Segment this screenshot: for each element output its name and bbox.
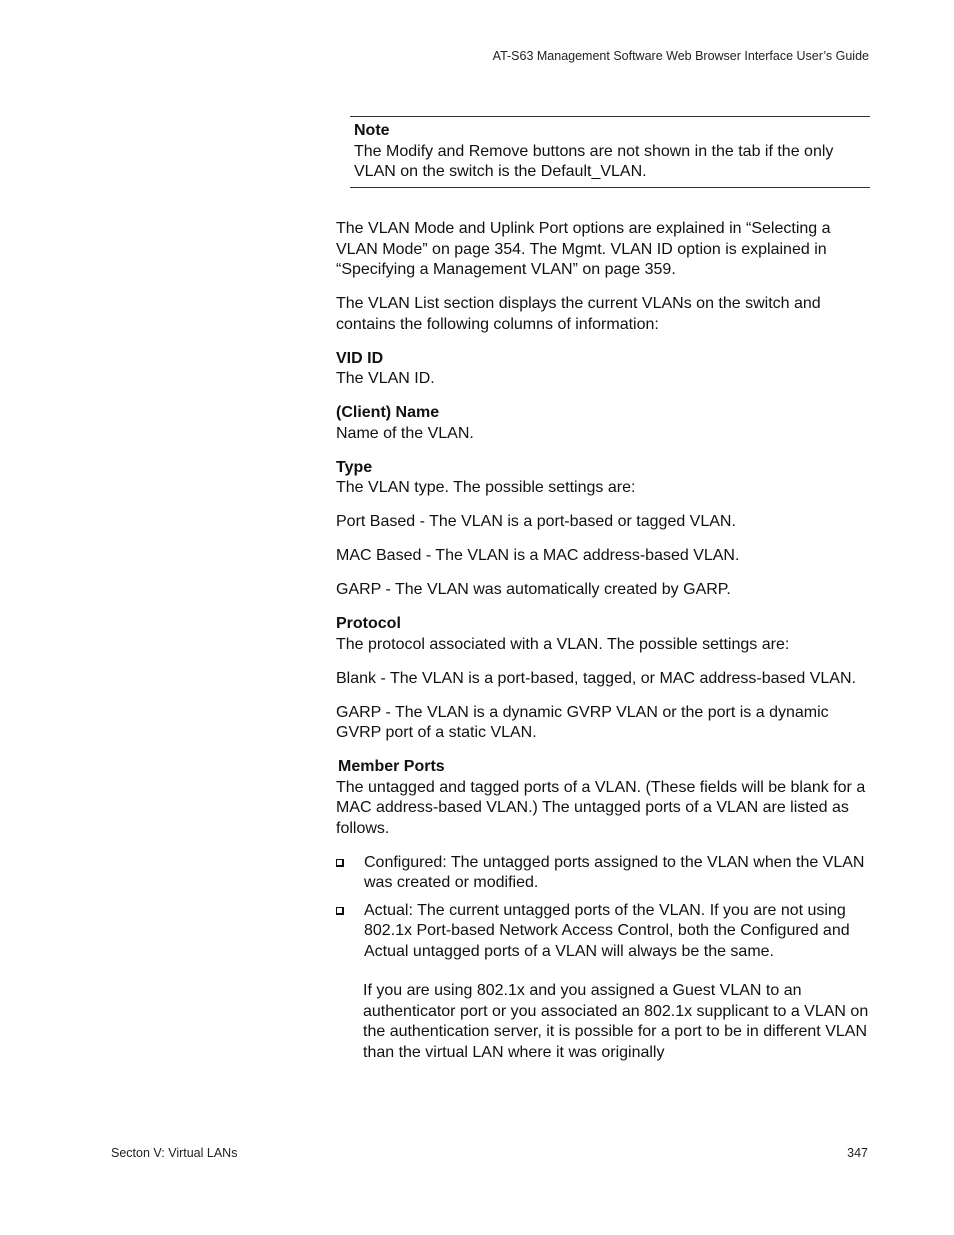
note-box <box>350 116 870 188</box>
type-port-based: Port Based - The VLAN is a port-based or tagged VLAN. <box>336 513 736 530</box>
note-title: Note <box>354 122 390 139</box>
list-item-text: Configured: The untagged ports assigned to the VLAN when the VLAN was created or modified. <box>364 853 865 891</box>
intro-paragraph-1: The VLAN Mode and Uplink Port options are explained in “Selecting a VLAN Mode” on page 354. The Mgmt. VLAN ID option is explained in “Specifying a Management VLAN” on page 359. <box>336 220 831 278</box>
intro-paragraph-2: The VLAN List section displays the current VLANs on the switch and contains the following columns of information: <box>336 295 821 333</box>
term-member-ports: Member Ports <box>338 758 445 775</box>
term-protocol: Protocol <box>336 615 401 632</box>
desc-member-ports: The untagged and tagged ports of a VLAN. (These fields will be blank for a MAC address-based VLAN.) The untagged ports of a VLAN are listed as follows. <box>336 778 866 837</box>
closing-paragraph: If you are using 802.1x and you assigned a Guest VLAN to an authenticator port or you associated an 802.1x supplicant to a VLAN on the authentication server, it is possible for a port to be in different VLAN than the virtual LAN where it was originally <box>363 982 869 1061</box>
running-header: AT-S63 Management Software Web Browser Interface User’s Guide <box>492 49 869 63</box>
page-number: 347 <box>847 1146 868 1160</box>
type-garp: GARP - The VLAN was automatically created by GARP. <box>336 581 731 598</box>
checkbox-bullet-icon <box>336 859 344 867</box>
desc-client-name: Name of the VLAN. <box>336 424 474 442</box>
protocol-blank: Blank - The VLAN is a port-based, tagged, or MAC address-based VLAN. <box>336 669 856 687</box>
untagged-ports-list <box>336 853 872 963</box>
desc-vid-id: The VLAN ID. <box>336 370 435 387</box>
desc-protocol: The protocol associated with a VLAN. The possible settings are: <box>336 635 790 653</box>
protocol-garp: GARP - The VLAN is a dynamic GVRP VLAN or the port is a dynamic GVRP port of a static VLAN. <box>336 703 829 741</box>
desc-type: The VLAN type. The possible settings are: <box>336 479 636 496</box>
term-client-name: (Client) Name <box>336 404 440 421</box>
note-text: The Modify and Remove buttons are not shown in the tab if the only VLAN on the switch is the Default_VLAN. <box>354 142 834 180</box>
list-item <box>336 853 872 894</box>
term-type: Type <box>336 458 373 476</box>
list-item <box>336 901 872 963</box>
list-item-text: Actual: The current untagged ports of the VLAN. If you are not using 802.1x Port-based Network Access Control, both the Configured and Actual untagged ports of a VLAN will always be the same. <box>364 901 850 960</box>
type-mac-based: MAC Based - The VLAN is a MAC address-based VLAN. <box>336 547 740 564</box>
checkbox-bullet-icon <box>336 907 344 915</box>
main-content <box>336 219 872 1063</box>
term-vid-id: VID ID <box>336 349 384 367</box>
footer-section: Secton V: Virtual LANs <box>111 1146 238 1160</box>
